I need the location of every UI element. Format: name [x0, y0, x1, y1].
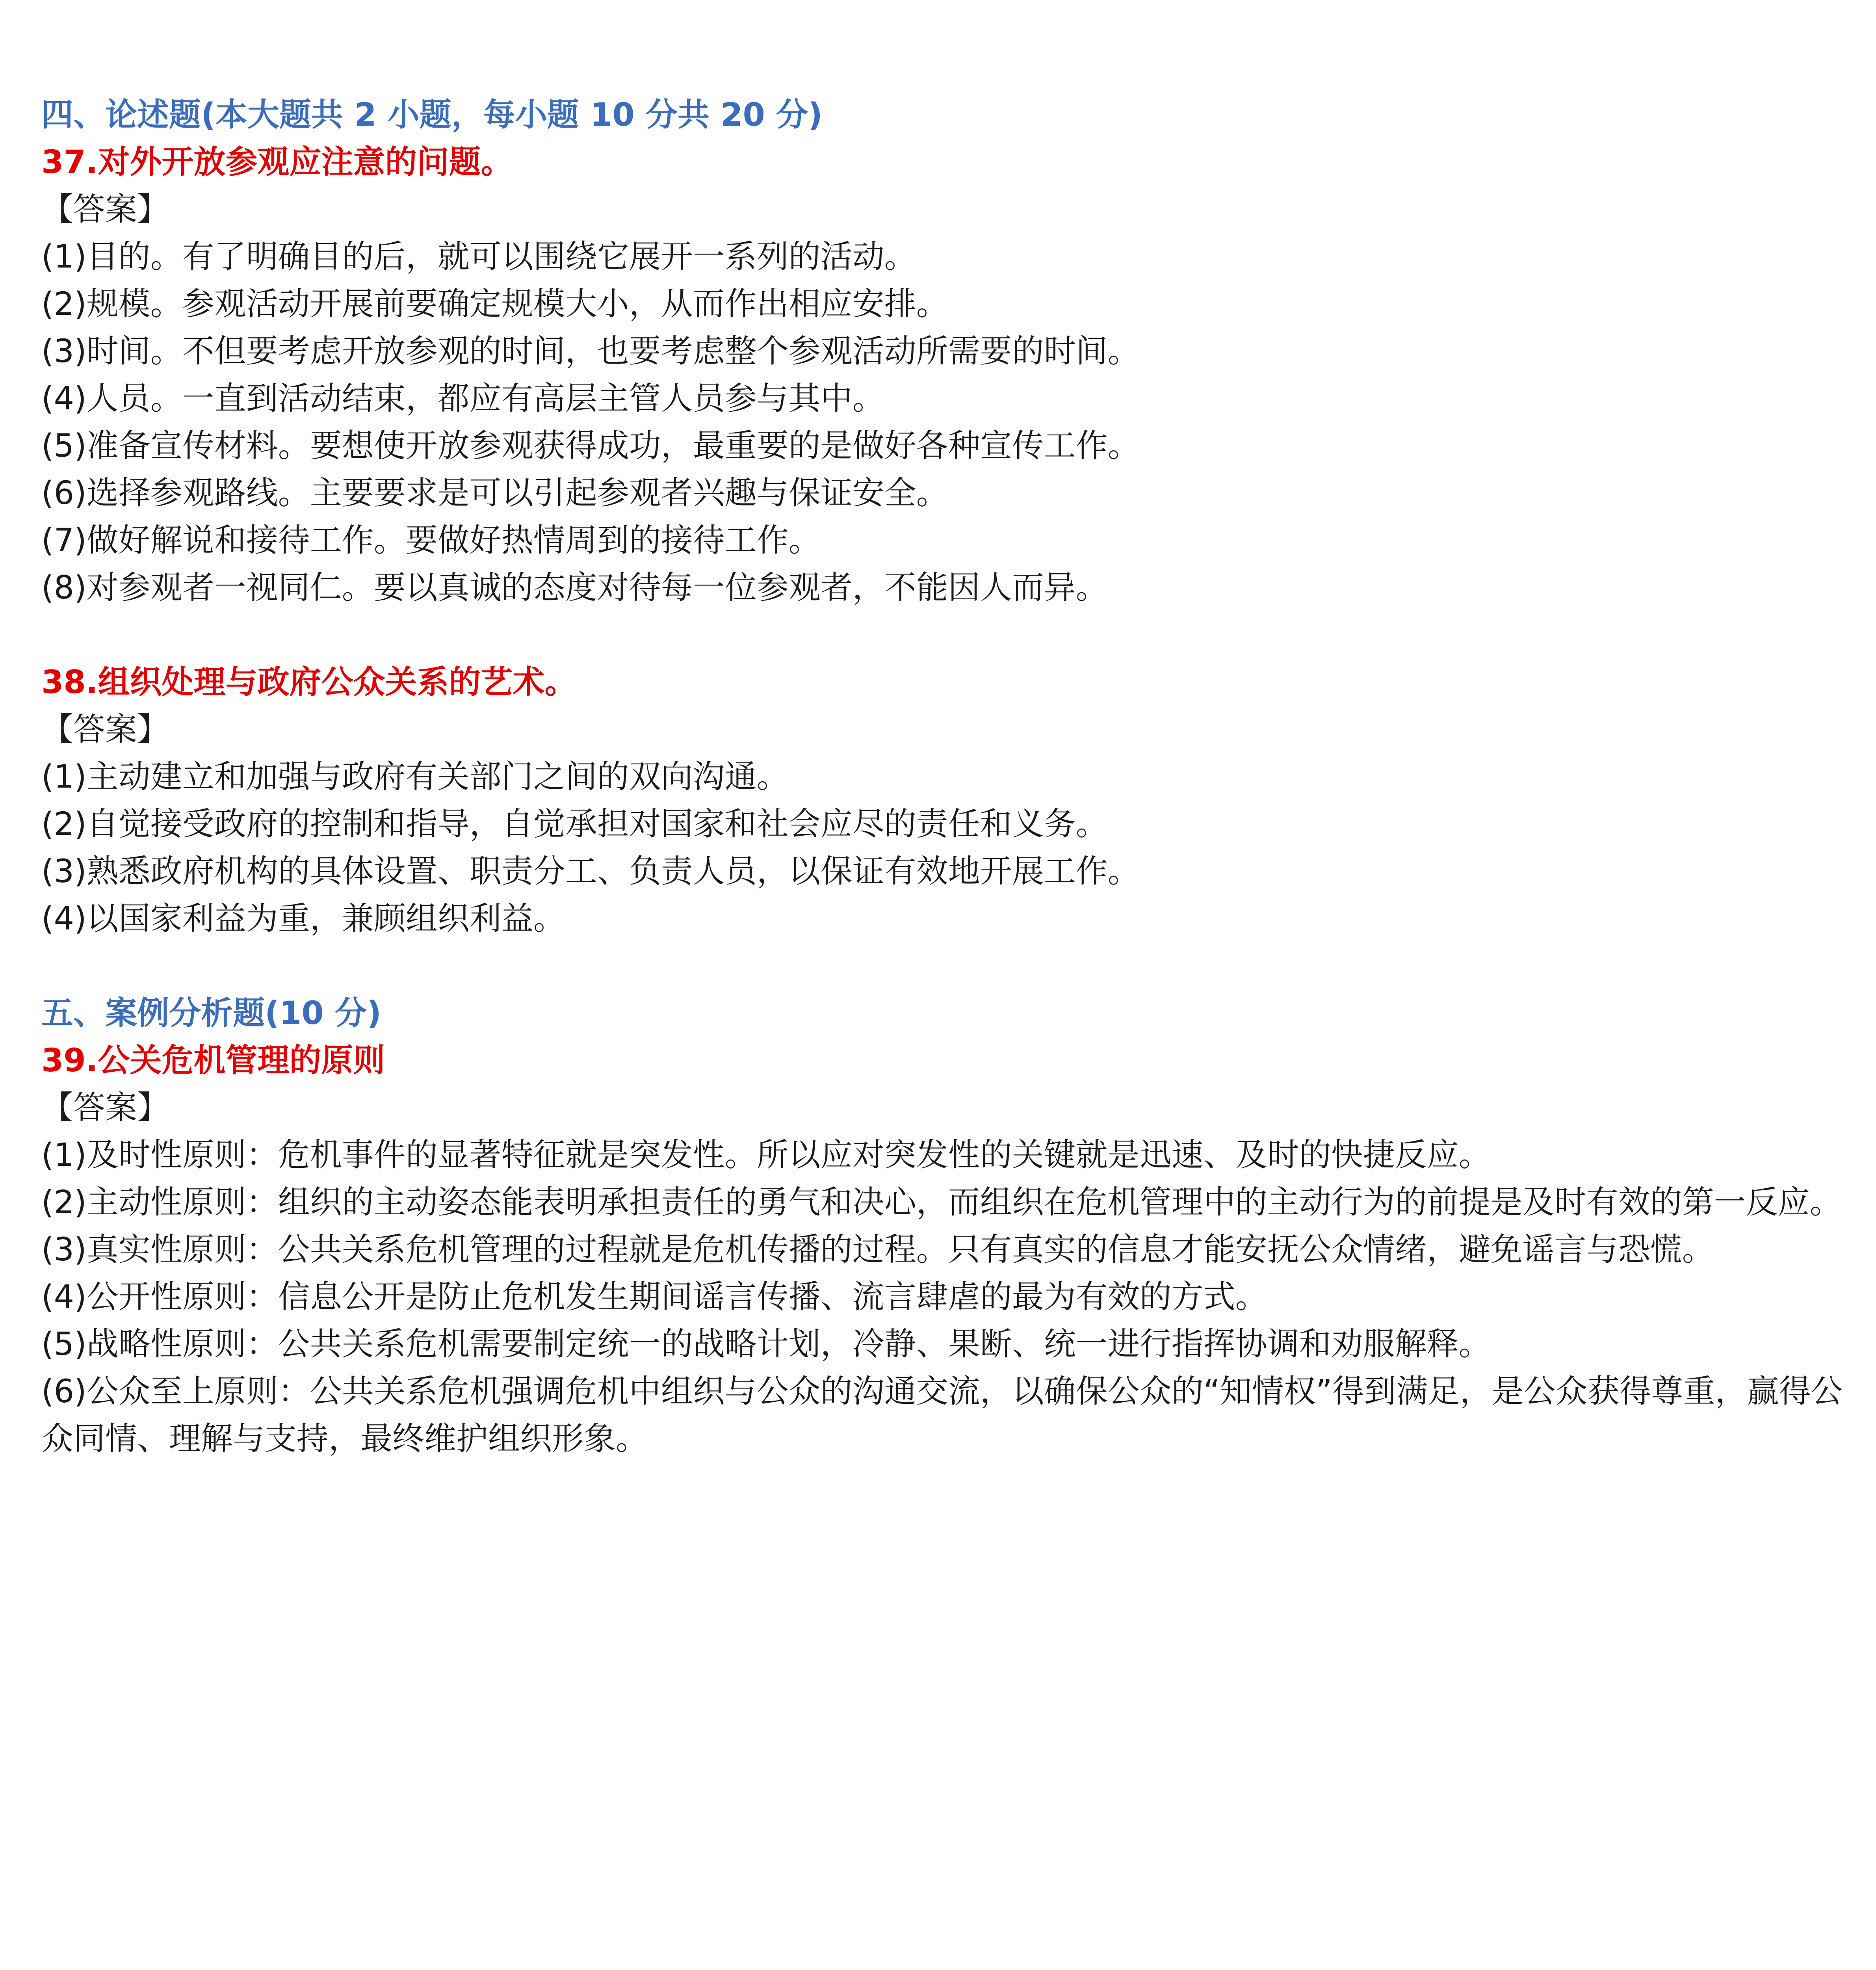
- answer-item: (2)主动性原则：组织的主动姿态能表明承担责任的勇气和决心，而组织在危机管理中的主动行为的前提是及时有效的第一反应。: [41, 1184, 1842, 1221]
- answer-label: 【答案】: [41, 711, 169, 748]
- section-heading-essay: 四、论述题(本大题共 2 小题，每小题 10 分共 20 分): [41, 97, 823, 134]
- answer-item: (1)及时性原则：危机事件的显著特征就是突发性。所以应对突发性的关键就是迅速、及时的快捷反应。: [41, 1137, 1491, 1174]
- answer-label: 【答案】: [41, 191, 169, 228]
- answer-item: (4)以国家利益为重，兼顾组织利益。: [41, 900, 565, 937]
- answer-item: (3)熟悉政府机构的具体设置、职责分工、负责人员，以保证有效地开展工作。: [41, 853, 1140, 890]
- answer-item: (3)时间。不但要考虑开放参观的时间，也要考虑整个参观活动所需要的时间。: [41, 333, 1140, 370]
- answer-item: (8)对参观者一视同仁。要以真诚的态度对待每一位参观者，不能因人而异。: [41, 569, 1108, 606]
- question-38-title: 38.组织处理与政府公众关系的艺术。: [41, 664, 577, 701]
- answer-item: (4)人员。一直到活动结束，都应有高层主管人员参与其中。: [41, 380, 884, 417]
- spacer: [41, 942, 1854, 990]
- section-heading-case-analysis: 五、案例分析题(10 分): [41, 995, 381, 1032]
- answer-label: 【答案】: [41, 1089, 169, 1126]
- answer-item: (6)公众至上原则：公共关系危机强调危机中组织与公众的沟通交流，以确保公众的“知情权”得到满足，是公众获得尊重，赢得公众同情、理解与支持，最终维护组织形象。: [41, 1373, 1843, 1457]
- answer-item: (1)目的。有了明确目的后，就可以围绕它展开一系列的活动。: [41, 238, 916, 275]
- document-page: [41, 91, 1854, 1463]
- spacer: [41, 611, 1854, 659]
- answer-item: (4)公开性原则：信息公开是防止危机发生期间谣言传播、流言肆虐的最为有效的方式。: [41, 1279, 1267, 1316]
- answer-item: (2)自觉接受政府的控制和指导，自觉承担对国家和社会应尽的责任和义务。: [41, 806, 1108, 843]
- answer-item: (7)做好解说和接待工作。要做好热情周到的接待工作。: [41, 522, 821, 559]
- answer-item: (1)主动建立和加强与政府有关部门之间的双向沟通。: [41, 758, 789, 795]
- answer-item: (3)真实性原则：公共关系危机管理的过程就是危机传播的过程。只有真实的信息才能安抚公众情绪，避免谣言与恐慌。: [41, 1231, 1714, 1268]
- question-37-title: 37.对外开放参观应注意的问题。: [41, 144, 513, 181]
- answer-item: (6)选择参观路线。主要要求是可以引起参观者兴趣与保证安全。: [41, 475, 948, 512]
- question-39-title: 39.公关危机管理的原则: [41, 1042, 385, 1079]
- answer-item: (2)规模。参观活动开展前要确定规模大小，从而作出相应安排。: [41, 286, 948, 323]
- answer-item: (5)准备宣传材料。要想使开放参观获得成功，最重要的是做好各种宣传工作。: [41, 427, 1140, 465]
- answer-item: (5)战略性原则：公共关系危机需要制定统一的战略计划，冷静、果断、统一进行指挥协调和劝服解释。: [41, 1326, 1491, 1363]
